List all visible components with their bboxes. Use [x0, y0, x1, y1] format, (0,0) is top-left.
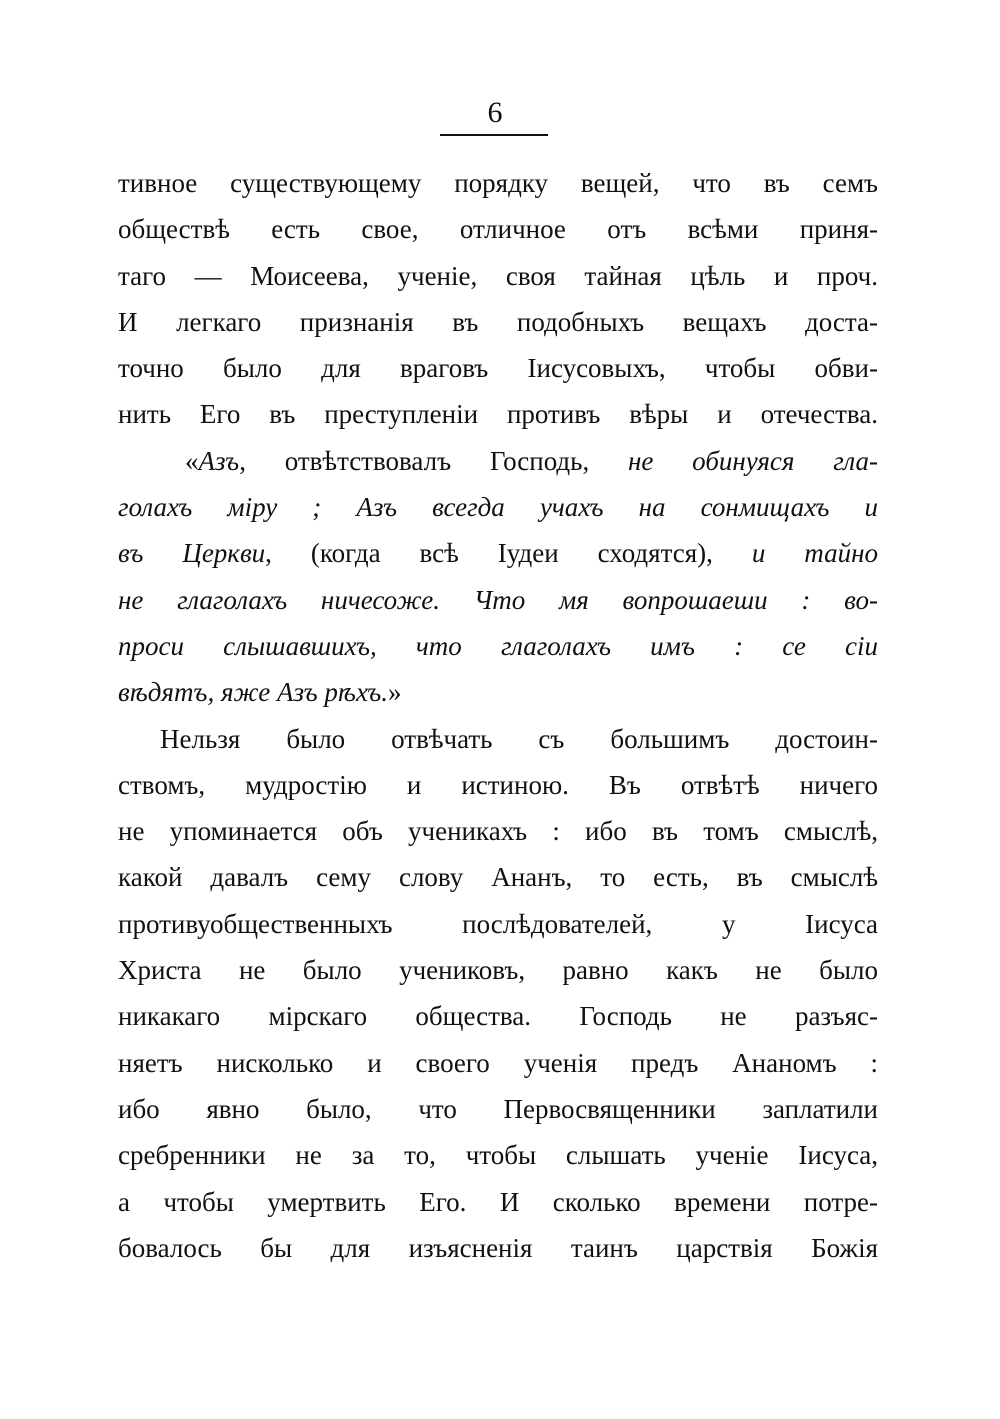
text-segment: тивное существующему порядку вещей, что въ семъ: [118, 168, 878, 198]
text-line: [118, 762, 878, 808]
text-line: [118, 1179, 878, 1225]
text-segment: «: [185, 445, 199, 476]
text-line: [118, 1132, 878, 1178]
italic-text-segment: въ Церкви: [118, 538, 266, 569]
italic-text-segment: и тайно: [751, 538, 878, 569]
text-segment: точно было для враговъ Іисусовыхъ, чтобы обви-: [118, 353, 878, 384]
text-segment: не упоминается объ ученикахъ : ибо въ томъ смыслѣ,: [118, 816, 878, 847]
text-line: [118, 854, 878, 900]
italic-text-segment: не обинуяся гла-: [628, 445, 878, 476]
text-segment: бовалось бы для изъясненія таинъ царствія Божія: [118, 1232, 878, 1263]
text-line: [118, 345, 878, 391]
text-line: [118, 1040, 878, 1086]
text-segment: ствомъ, мудростію и истиною. Въ отвѣтѣ ничего: [118, 769, 878, 800]
text-line: [118, 530, 878, 576]
text-segment: а чтобы умертвить Его. И сколько времени потре-: [118, 1186, 878, 1217]
text-segment: какой давалъ сему слову Ананъ, то есть, въ смыслѣ: [118, 862, 878, 893]
text-line: [118, 206, 878, 252]
text-line: [118, 391, 878, 437]
text-segment: Нельзя было отвѣчать съ большимъ достоин-: [160, 723, 878, 754]
text-line: [118, 993, 878, 1039]
text-segment: обществѣ есть свое, отличное отъ всѣми приня-: [118, 214, 878, 245]
text-line: [118, 1086, 878, 1132]
text-line: [118, 669, 878, 715]
text-segment: , отвѣтствовалъ Господь,: [239, 445, 629, 476]
text-line: [118, 947, 878, 993]
text-line: [118, 577, 878, 623]
italic-text-segment: не глаголахъ ничесоже. Что мя вопрошаеши : во-: [118, 584, 878, 615]
text-segment: сребренники не за то, чтобы слышать ученіе Іисуса,: [118, 1140, 878, 1171]
text-line: [118, 160, 878, 206]
text-line: [118, 253, 878, 299]
text-segment: никакаго мірскаго общества. Господь не разъяс-: [118, 1001, 878, 1032]
text-segment: »: [388, 677, 402, 708]
text-segment: нить Его въ преступленіи противъ вѣры и отечества.: [118, 399, 878, 430]
text-segment: противуобщественныхъ послѣдователей, у Іисуса: [118, 908, 878, 939]
italic-text-segment: проси слышавшихъ, что глаголахъ имъ : се сіи: [118, 630, 878, 661]
text-segment: няетъ нисколько и своего ученія предъ Ананомъ :: [118, 1047, 878, 1078]
page-number: 6: [487, 96, 503, 129]
text-segment: ибо явно было, что Первосвященники заплатили: [118, 1093, 878, 1124]
italic-text-segment: вѣдятъ, яже Азъ рѣхъ.: [118, 677, 389, 708]
text-line: [118, 808, 878, 854]
text-line: [118, 438, 878, 484]
text-segment: И легкаго признанія въ подобныхъ вещахъ доста-: [118, 306, 878, 337]
text-line: [118, 623, 878, 669]
italic-text-segment: голахъ міру ; Азъ всегда учахъ на сонмищахъ и: [118, 492, 878, 523]
text-line: [118, 1225, 878, 1271]
text-segment: , (когда всѣ Іудеи сходятся),: [265, 538, 752, 569]
text-line: [118, 901, 878, 947]
text-segment: таго — Моисеева, ученіе, своя тайная цѣль и проч.: [118, 260, 878, 291]
italic-text-segment: Азъ: [198, 445, 240, 476]
page-number-rule: [440, 134, 548, 136]
text-line: [118, 484, 878, 530]
text-line: [118, 716, 878, 762]
text-line: [118, 299, 878, 345]
body-text: [118, 160, 878, 1271]
text-segment: Христа не было учениковъ, равно какъ не было: [118, 955, 878, 986]
